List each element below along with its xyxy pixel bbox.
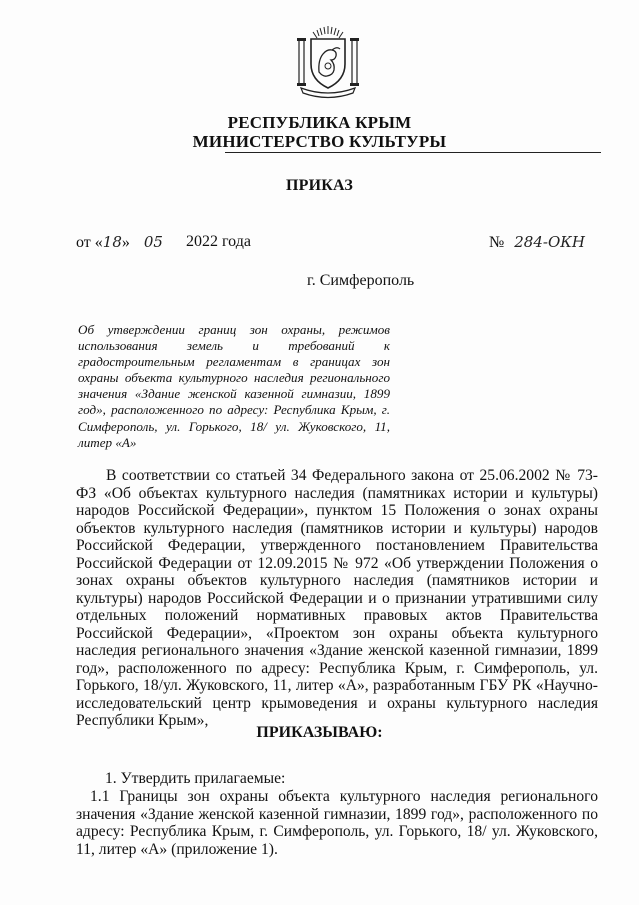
date-prefix: от bbox=[76, 234, 91, 251]
date-open-quote: « bbox=[94, 234, 103, 251]
coat-of-arms-icon bbox=[291, 22, 365, 100]
number-value: 284-ОКН bbox=[514, 233, 585, 251]
header-divider bbox=[225, 152, 601, 153]
order-heading: ПРИКАЗЫВАЮ: bbox=[256, 724, 383, 741]
order-number bbox=[489, 233, 585, 252]
document-type: ПРИКАЗ bbox=[285, 177, 354, 194]
item-1-1: 1.1 Границы зон охраны объекта культурного наследия регионального значения «Здание женской казенной гимназии, 1899 год», расположенного по адресу: Республика Крым, г. Симферополь, ул. Горького, 18/ ул. Жуковского, 11, литер «А» (приложение 1). bbox=[76, 788, 598, 858]
date-close-quote: » bbox=[121, 234, 130, 251]
number-prefix: № bbox=[489, 234, 505, 251]
date-month: 05 bbox=[143, 233, 163, 251]
preamble-paragraph: В соответствии со статьей 34 Федерального закона от 25.06.2002 № 73-ФЗ «Об объектах культурного наследия (памятниках истории и культуры) народов Российской Федерации», пунктом 15 Положения о зонах охраны объектов культурного наследия (памятников истории и культуры) народов Российской Федерации, утвержденного постановлением Правительства Российской Федерации от 12.09.2015 № 972 «Об утверждении Положения о зонах охраны объектов культурного наследия (памятников истории и культуры) народов Российской Федерации и о признании утратившими силу отдельных положений нормативных правовых актов Правительства Российской Федерации», «Проектом зон охраны объекта культурного наследия регионального значения «Здание женской казенной гимназии, 1899 год», расположенного по адресу: Республика Крым, г. Симферополь, ул. Горького, 18/ул. Жуковского, 11, литер «А», разработанным ГБУ РК «Научно-исследовательский центр крымоведения и охраны культурного наследия Республики Крым», bbox=[76, 467, 598, 729]
subject-block: Об утверждении границ зон охраны, режимов использования земель и требований к градостроительным регламентам в границах зон охраны объекта культурного наследия регионального значения «Здание женской казенной гимназии, 1899 год», расположенного по адресу: Республика Крым, г. Симферополь, ул. Горького, 18/ ул. Жуковского, 11, литер «А» bbox=[78, 322, 390, 450]
republic-title: РЕСПУБЛИКА КРЫМ bbox=[227, 113, 412, 132]
item-1: 1. Утвердить прилагаемые: bbox=[105, 770, 286, 787]
date-day: 18 bbox=[102, 233, 122, 251]
date-year: 2022 года bbox=[186, 233, 251, 250]
city: г. Симферополь bbox=[307, 272, 415, 289]
date-line bbox=[76, 233, 163, 252]
ministry-title: МИНИСТЕРСТВО КУЛЬТУРЫ bbox=[192, 132, 447, 151]
